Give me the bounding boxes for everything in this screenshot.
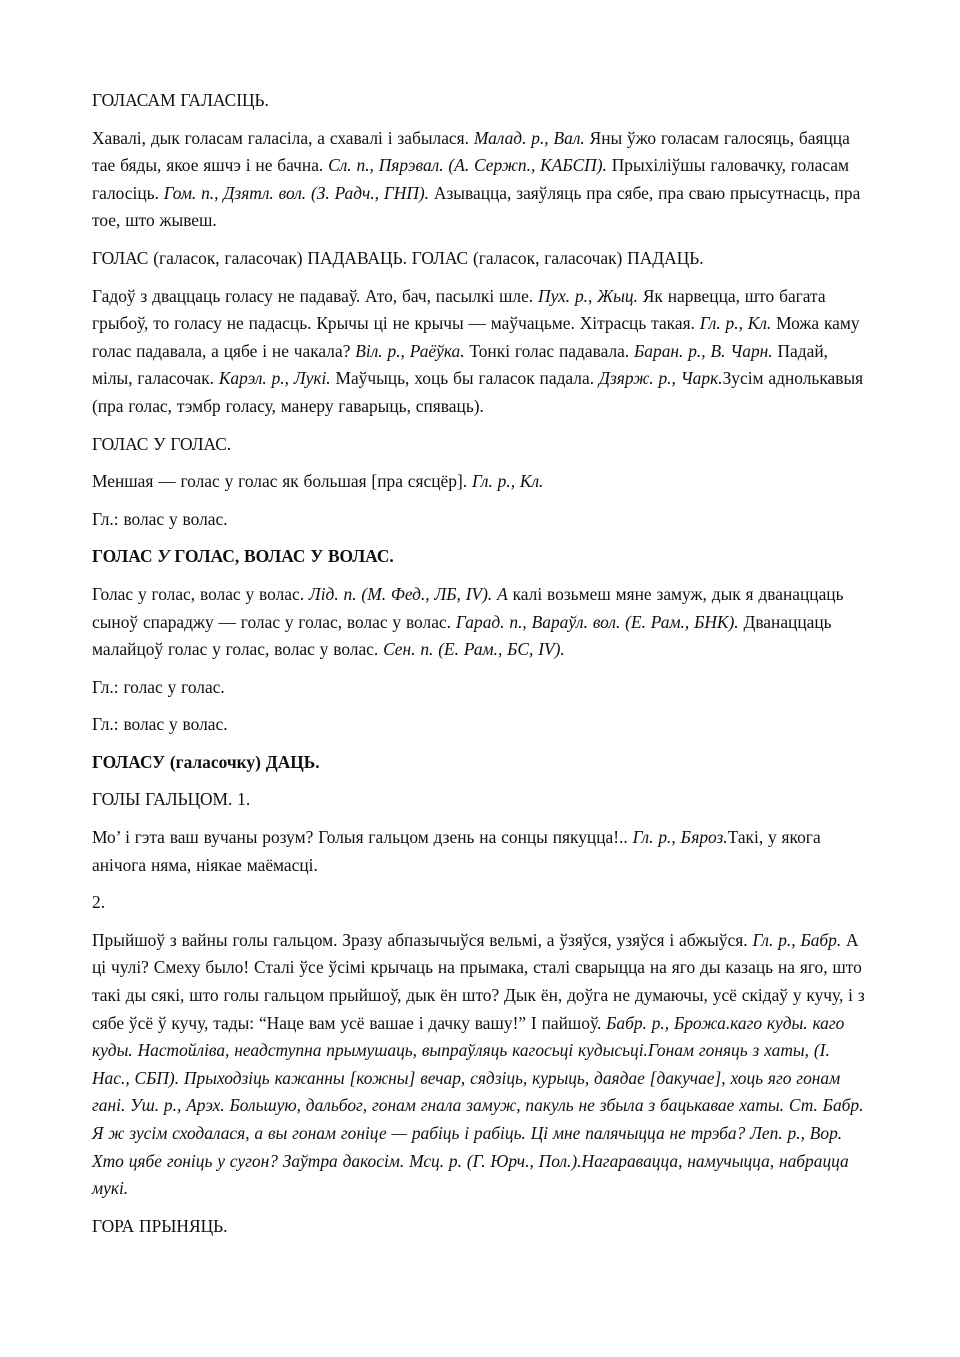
text-segment: Маўчыць, хоць бы галасок падала. — [330, 368, 599, 389]
text-segment: Меншая — голас у голас як большая [пра сясцёр]. — [92, 471, 472, 492]
text-segment: калі возьмеш мяне замуж, дык я дванаццаць сыноў спараджу — голас у голас, волас у волас. — [92, 583, 844, 632]
entry-heading — [92, 749, 870, 777]
text-segment: Карэл. р., Лукі. — [218, 368, 331, 389]
text-segment: Гадоў з дваццаць голасу не падаваў. Ато, бач, пасылкі шле. — [92, 285, 539, 306]
paragraph — [92, 889, 870, 917]
paragraph — [92, 674, 870, 702]
entry-heading — [92, 543, 870, 571]
text-segment: Гл.: волас у волас. — [92, 508, 228, 529]
text-segment: Дзярж. р., Чарк. — [598, 368, 723, 389]
text-segment: ГОЛАСУ (галасочку) ДАЦЬ. — [92, 751, 320, 772]
text-segment: Гл. р., Бяроз. — [632, 827, 728, 848]
text-segment: ГОЛАС, ВОЛАС У ВОЛАС. — [169, 546, 394, 567]
text-segment: Прыхіліўшы галовачку, голасам галосіць. — [92, 155, 850, 203]
text-segment: Азывацца, заяўляць пра сябе, пра сваю прысутнасць, пра тое, што жывеш. — [92, 182, 861, 231]
text-segment: Тонкі голас падавала. — [464, 340, 635, 361]
paragraph — [92, 125, 870, 235]
entry-heading — [92, 786, 870, 814]
text-segment: У — [157, 546, 170, 567]
text-segment: Малад. р., Вал. — [473, 127, 585, 148]
paragraph — [92, 283, 870, 421]
text-segment: ГОЛЫ ГАЛЬЦОМ. 1. — [92, 789, 251, 810]
text-segment: Віл. р., Раёўка. — [355, 340, 465, 361]
text-segment: Баран. р., В. Чарн. — [634, 340, 773, 361]
text-segment: Хавалі, дык голасам галасіла, а схавалі і забылася. — [92, 127, 474, 148]
text-segment: Зусім аднолькавыя (пра голас, тэмбр голасу, манеру гаварыць, спяваць). — [92, 368, 864, 416]
text-segment: Пух. р., Жыц. — [538, 285, 638, 306]
text-segment: Гом. п., Дзятл. вол. (З. Радч., ГНП). — [163, 182, 430, 203]
text-segment: Голас у голас, волас у волас. — [92, 583, 309, 604]
text-segment: Дванаццаць малайцоў голас у голас, волас у волас. — [92, 611, 832, 660]
text-segment: ГОЛАСАМ ГАЛАСІЦЬ. — [92, 90, 269, 110]
paragraph — [92, 581, 870, 664]
text-segment: Гл.: голас у голас. — [92, 676, 225, 697]
text-segment: Сл. п., Пярэвал. (А. Сержп., КАБСП). — [328, 155, 607, 176]
text-segment: Гарад. п., Вараўл. вол. (Е. Рам., БНК). — [455, 611, 739, 632]
paragraph — [92, 468, 870, 496]
text-segment: Сен. п. (Е. Рам., БС, IV). — [383, 639, 565, 660]
text-segment: Яны ўжо голасам галосяць, баяцца тае бяды, якое яшчэ і не бачна. — [92, 127, 850, 176]
text-segment: ГОРА ПРЫНЯЦЬ. — [92, 1215, 228, 1236]
document-content — [92, 87, 870, 1240]
text-segment: Мо’ і гэта ваш вучаны розум? Голыя гальцом дзень на сонцы пякуцца!.. — [92, 827, 633, 848]
paragraph — [92, 927, 870, 1203]
text-segment: Такі, у якога анічога няма, ніякае маёмасці. — [92, 827, 821, 875]
text-segment: Гл. р., Бабр. — [752, 929, 842, 950]
text-segment: Гл. р., Кл. — [699, 313, 772, 334]
text-segment: Як нарвецца, што багата грыбоў, то голасу не падасць. Крычы ці не крычы — маўчацьме. Хітрасць такая. — [92, 285, 826, 334]
text-segment: А ці чулі? Смеху было! Сталі ўсе ўсімі крычаць на прымака, сталі сварыцца на яго ды казаць на яго, што такі ды сякі, што голы гальцом прыйшоў, дык ён што? Дык ён, доўга не думаючы, усё скідаў у кучу, і з сябе ўсё ў кучу, тады: “Наце вам усё вашае і дачку вашу!” І пайшоў. — [92, 929, 865, 1033]
text-segment: Лід. п. (М. Фед., ЛБ, IV). А — [308, 583, 508, 604]
text-segment: Прыйшоў з вайны голы гальцом. Зразу абпазычыўся вельмі, а ўзяўся, узяўся і абжыўся. — [92, 929, 753, 950]
paragraph — [92, 506, 870, 534]
text-segment: Можа каму голас падавала, а цябе і не чакала? — [92, 313, 860, 361]
entry-heading — [92, 431, 870, 459]
paragraph — [92, 824, 870, 879]
text-segment: Бабр. р., Брожа.каго куды. каго куды. Настойліва, неадступна прымушаць, выпраўляць кагосьці кудысьці.Гонам гоняць з хаты, (І. Нас., СБП). Прыходзіць кажанны [кожны] вечар, сядзіць, курыць, даядае [дакучае], хоць яго гонам гані. Уш. р., Арэх. Большую, дальбог, гонам гнала замуж, пакуль не збыла з бацькавае хаты. Ст. Бабр. Я ж зусім сходалася, а вы гонам гоніце — рабіць і рабіць. Ці мне палячыцца не трэба? Леп. р., Вор. Хто цябе гоніць у сугон? Заўтра дакосім. Мсц. р. (Г. Юрч., Пол.).Нагаравацца, намучыцца, набрацца мукі. — [92, 1012, 864, 1199]
entry-heading — [92, 1213, 870, 1241]
entry-heading — [92, 245, 870, 273]
text-segment: Падай, мілы, галасочак. — [92, 340, 828, 389]
text-segment: ГОЛАС (галасок, галасочак) ПАДАВАЦЬ. ГОЛАС (галасок, галасочак) ПАДАЦЬ. — [92, 247, 704, 268]
text-segment: Гл. р., Кл. — [471, 471, 544, 492]
text-segment: ГОЛАС У ГОЛАС. — [92, 433, 232, 454]
entry-heading — [92, 87, 870, 115]
text-segment: ГОЛАС — [92, 546, 158, 567]
text-segment: 2. — [92, 892, 106, 913]
paragraph — [92, 711, 870, 739]
text-segment: Гл.: волас у волас. — [92, 714, 228, 735]
